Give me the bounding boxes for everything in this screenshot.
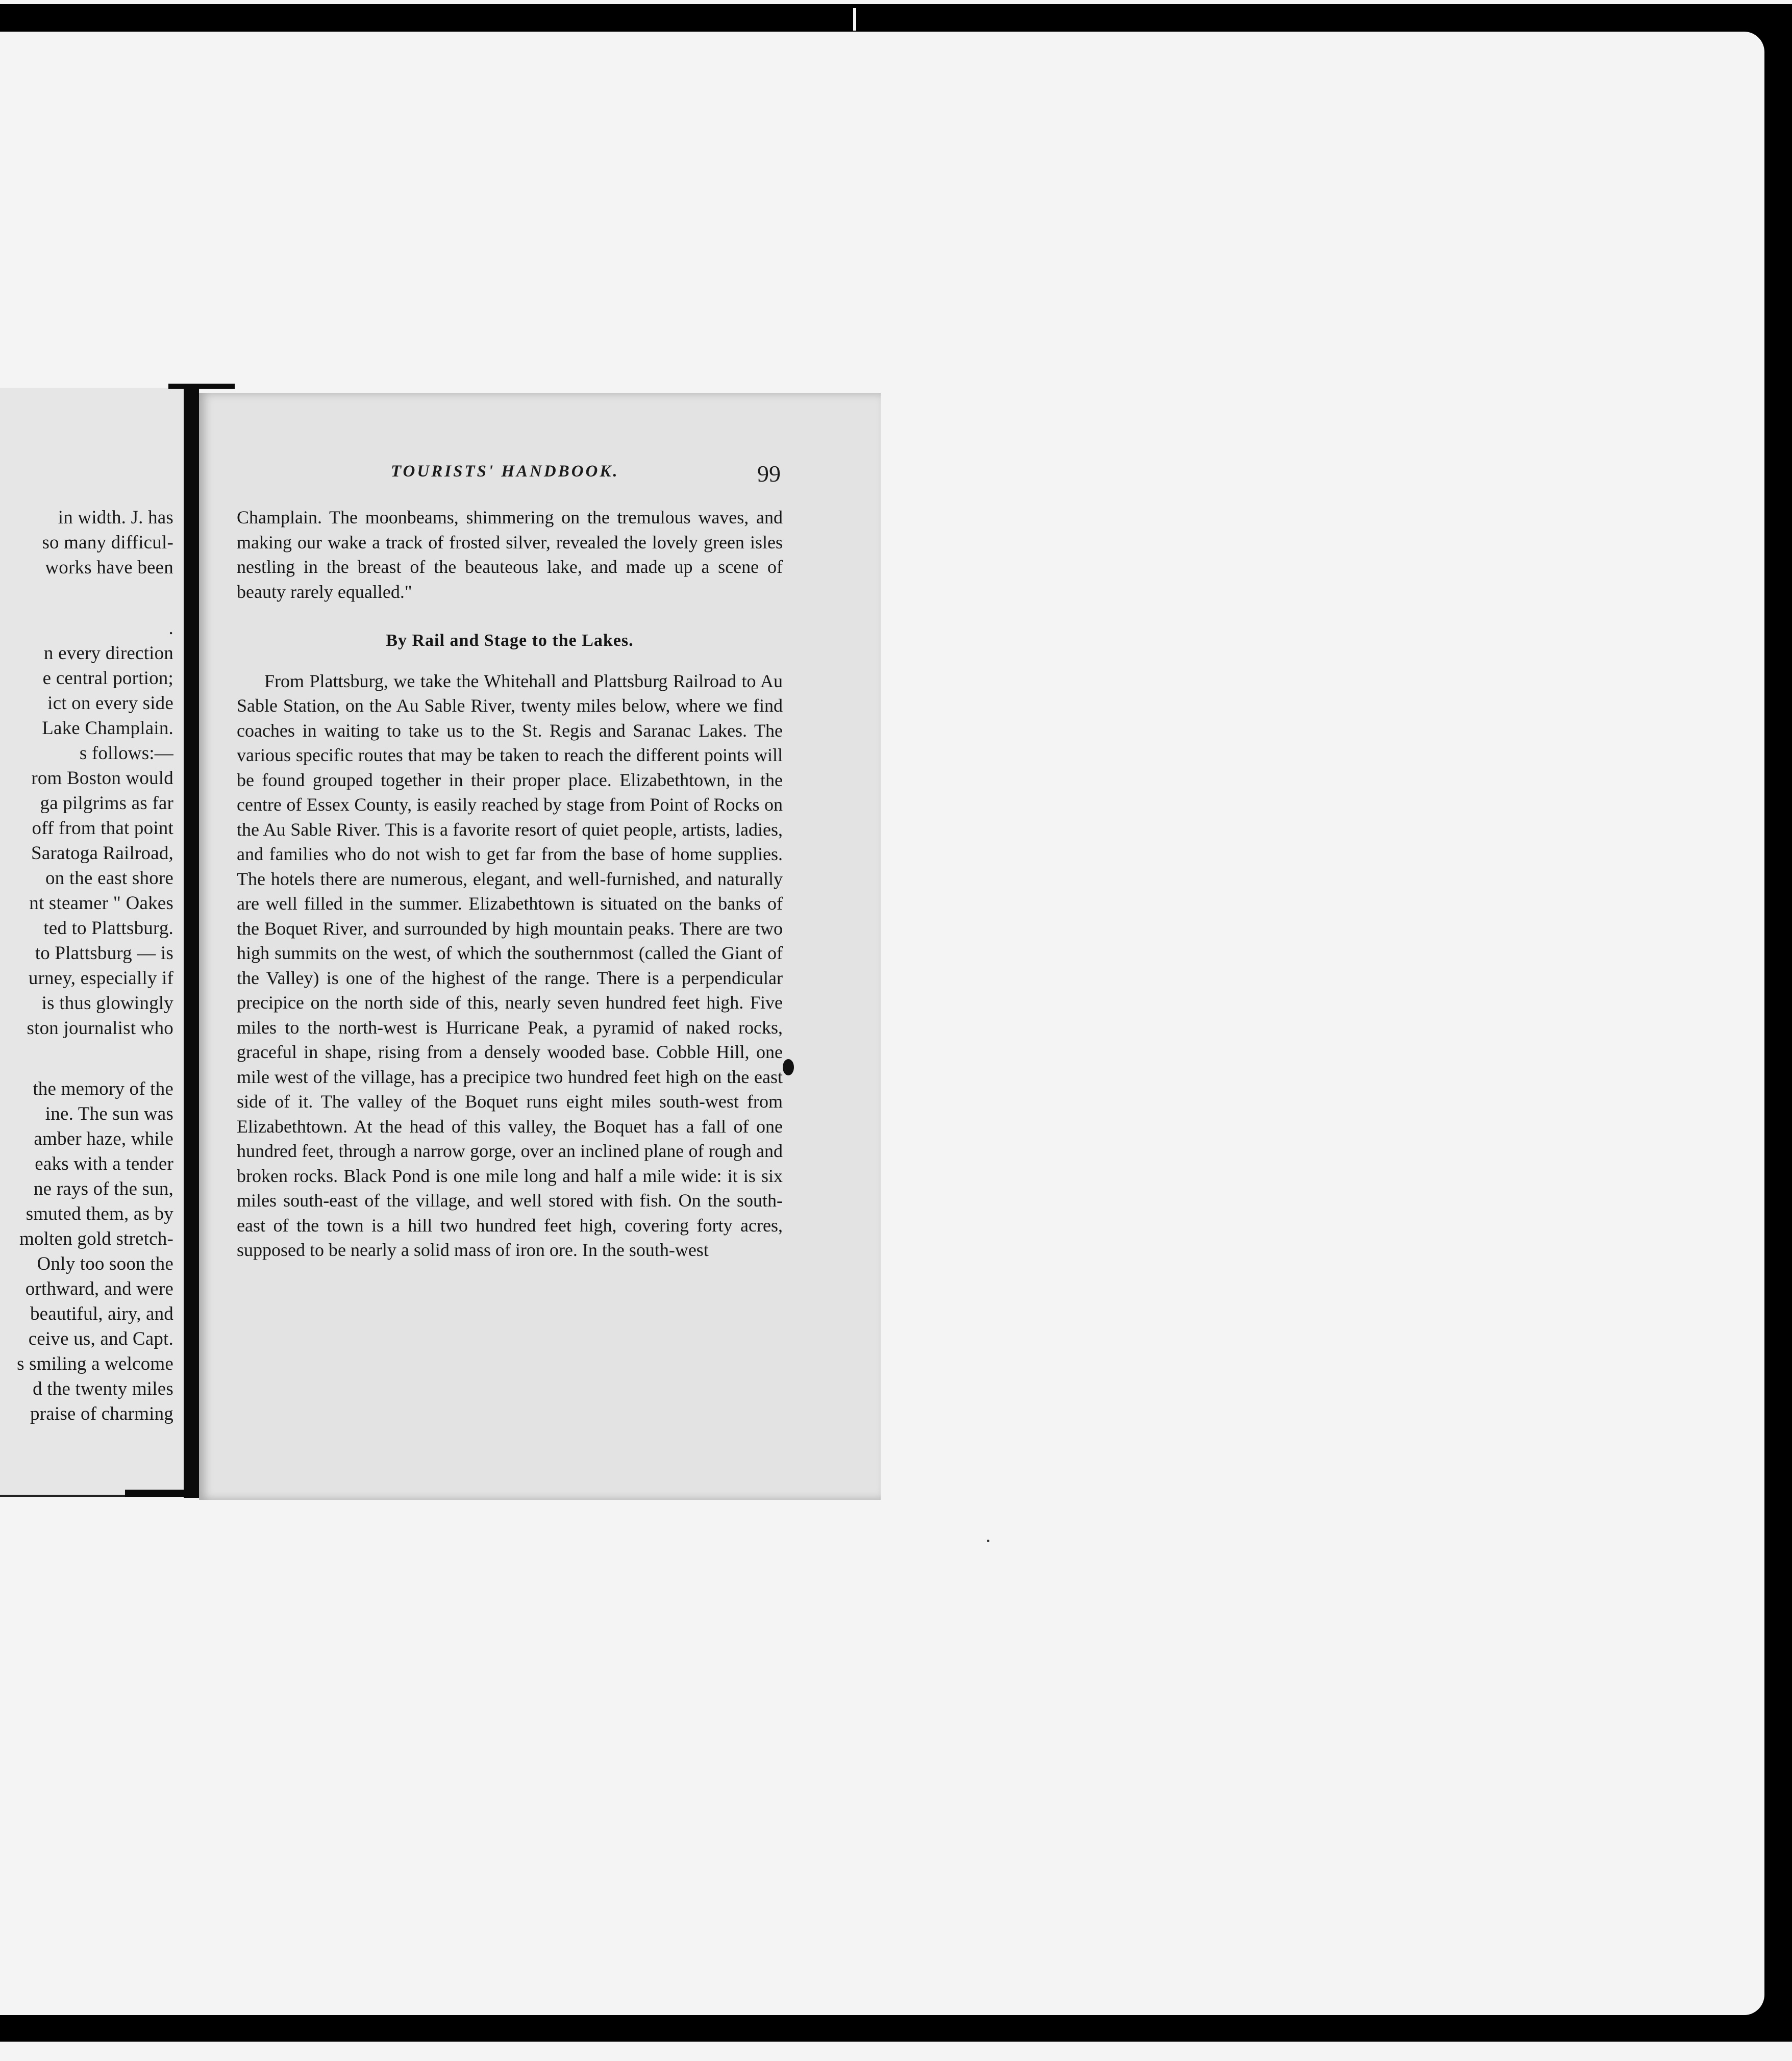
section-heading: By Rail and Stage to the Lakes.: [386, 631, 634, 650]
left-page-line: in width. J. has: [58, 507, 173, 528]
left-page-line: amber haze, while: [34, 1128, 173, 1149]
left-page-line: ict on every side: [47, 693, 173, 714]
left-page-line: so many difficul-: [42, 532, 173, 553]
left-page-line: beautiful, airy, and: [30, 1303, 173, 1324]
left-page-line: e central portion;: [42, 668, 173, 689]
left-page-line: ine. The sun was: [45, 1103, 173, 1124]
page-number: 99: [757, 461, 781, 487]
left-page-line: molten gold stretch-: [19, 1228, 173, 1249]
left-page-line: eaks with a tender: [35, 1153, 173, 1174]
right-page: [199, 393, 881, 1500]
left-page-line: ted to Plattsburg.: [43, 918, 173, 939]
left-page-line: is thus glowingly: [41, 993, 173, 1014]
running-head: TOURISTS' HANDBOOK.: [391, 462, 619, 481]
film-strip-top: [0, 0, 1792, 4]
spine-cap-top: [168, 384, 235, 389]
left-page-line: urney, especially if: [28, 968, 173, 989]
left-page-line: ga pilgrims as far: [40, 793, 173, 814]
left-page-line: off from that point: [32, 818, 173, 839]
left-page-line: ston journalist who: [27, 1018, 173, 1039]
left-facing-page: [0, 388, 184, 1497]
left-page-line: Lake Champlain.: [42, 718, 173, 739]
left-page-line: rom Boston would: [31, 768, 173, 789]
left-page-line: ne rays of the sun,: [33, 1178, 173, 1199]
left-page-line: Only too soon the: [37, 1253, 173, 1274]
left-page-line: works have been: [45, 557, 173, 578]
left-page-line: [0, 580, 173, 616]
speck: [987, 1540, 989, 1542]
film-strip-bottom: [0, 2042, 1792, 2061]
left-page-line: on the east shore: [45, 868, 173, 889]
left-page-line: d the twenty miles: [33, 1378, 173, 1399]
left-page-line: ceive us, and Capt.: [28, 1328, 173, 1349]
left-page-text: [0, 505, 173, 1426]
left-page-line: n every direction: [43, 643, 173, 664]
left-page-line: .: [168, 618, 173, 639]
left-page-line: the memory of the: [33, 1078, 173, 1099]
left-page-line: s follows:—: [79, 743, 173, 764]
left-page-line: Saratoga Railroad,: [31, 843, 173, 864]
left-page-line: smuted them, as by: [26, 1203, 173, 1224]
left-page-line: orthward, and were: [25, 1278, 173, 1299]
left-page-line: [0, 1041, 173, 1076]
paragraph-route: From Plattsburg, we take the Whitehall and Plattsburg Railroad to Au Sable Station, on the Au Sable River, twenty miles below, where we find coaches in waiting to take us to the St. Regis and Saranac Lakes. The various specific routes that may be taken to reach the different points will be found grouped together in their proper place. Elizabethtown, in the centre of Essex County, is easily reached by stage from Point of Rocks on the Au Sable River. This is a favorite resort of quiet people, artists, ladies, and families who do not wish to get far from the base of home supplies. The hotels there are numerous, elegant, and well-furnished, and naturally are well filled in the summer. Elizabethtown is situated on the banks of the Boquet River, and surrounded by high mountain peaks. There are two high summits on the west, of which the southernmost (called the Giant of the Valley) is one of the highest of the range. There is a perpendicular precipice on the north side of this, nearly seven hundred feet high. Five miles to the north-west is Hurricane Peak, a pyramid of naked rocks, graceful in shape, rising from a densely wooded base. Cobble Hill, one mile west of the village, has a precipice two hundred feet high on the east side of it. The valley of the Boquet runs eight miles south-west from Elizabethtown. At the head of this valley, the Boquet has a fall of one hundred feet, through a narrow gorge, over an inclined plane of rough and broken rocks. Black Pond is one mile long and half a mile wide: it is six miles south-east of the village, and well stored with fish. On the south-east of the town is a hill two hundred feet high, covering forty acres, supposed to be nearly a solid mass of iron ore. In the south-west: [237, 670, 783, 1260]
left-page-line: nt steamer " Oakes: [29, 893, 173, 914]
left-page-line: praise of charming: [30, 1403, 173, 1424]
book-spine: [184, 386, 199, 1498]
page-body: [237, 505, 783, 1263]
film-notch: [853, 8, 856, 31]
paragraph-continued: Champlain. The moonbeams, shimmering on the tremulous waves, and making our wake a track of frosted silver, revealed the lovely green isles nestling in the breast of the beauteous lake, and made up a scene of beauty rarely equalled.": [237, 507, 783, 602]
left-page-line: to Plattsburg — is: [35, 943, 173, 964]
ink-blot: [783, 1059, 794, 1075]
left-page-line: s smiling a welcome: [17, 1353, 173, 1374]
